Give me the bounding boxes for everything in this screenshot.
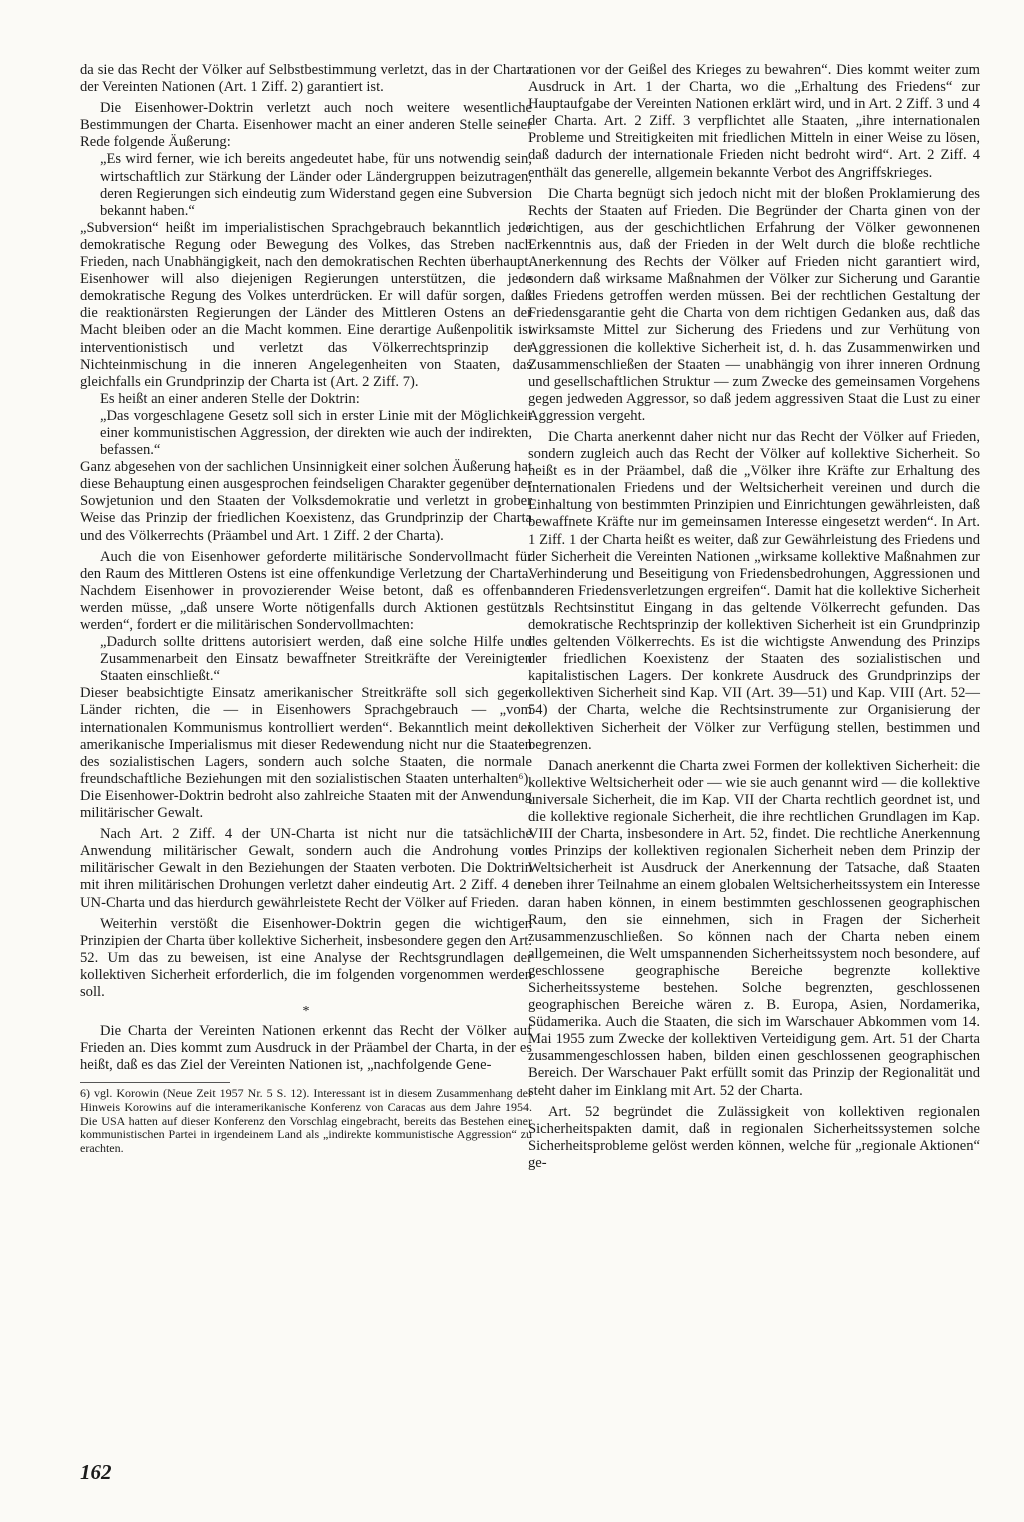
block-quote: „Dadurch sollte drittens autorisiert werden, daß eine solche Hilfe und Zusammenarbeit den Einsatz bewaffneter Streitkräfte der Vereinigten Staaten einschließt.“ <box>100 634 532 685</box>
paragraph: Es heißt an einer anderen Stelle der Doktrin: <box>100 390 360 407</box>
left-column <box>80 62 532 1155</box>
paragraph: da sie das Recht der Völker auf Selbstbestimmung verletzt, das in der Charta der Vereinten Nationen (Art. 1 Ziff. 2) garantiert ist. <box>80 62 532 96</box>
paragraph: Dieser beabsichtigte Einsatz amerikanischer Streitkräfte soll sich gegen Länder richten, die — in Eisenhowers Sprachgebrauch — „vom internationalen Kommunismus kontrolliert werden“. Bekanntlich meint der amerikanische Imperialismus mit dieser Redewendung nicht nur die Staaten des sozialistischen Lagers, sondern auch solche Staaten, die normale freundschaftliche Beziehungen mit den sozialistischen Staaten unterhalten⁶). Die Eisenhower-Doktrin bedroht also zahlreiche Staaten mit der Anwendung militärischer Gewalt. <box>80 685 532 822</box>
paragraph: Die Charta der Vereinten Nationen erkennt das Recht der Völker auf Frieden an. Dies kommt zum Ausdruck in der Präambel der Charta, in der es heißt, daß es das Ziel der Vereinten Nationen ist, „nachfolgende Gene- <box>80 1023 532 1074</box>
paragraph: rationen vor der Geißel des Krieges zu bewahren“. Dies kommt weiter zum Ausdruck in Art. 1 der Charta, wo die „Erhaltung des Friedens“ zur Hauptaufgabe der Vereinten Nationen erklärt wird, und in Art. 2 Ziff. 3 und 4 der Charta. Art. 2 Ziff. 3 verpflichtet alle Staaten, „ihre internationalen Probleme und Streitigkeiten mit friedlichen Mitteln in einer Weise zu lösen, daß dadurch der internationale Frieden nicht bedroht wird“. Art. 2 Ziff. 4 enthält das generelle, allgemein bekannte Verbot des Angriffskrieges. <box>528 62 980 181</box>
paragraph: Nach Art. 2 Ziff. 4 der UN-Charta ist nicht nur die tatsächliche Anwendung militärischer Gewalt, sondern auch die Androhung von militärischer Gewalt in den Beziehungen der Staaten verboten. Die Doktrin mit ihren militärischen Drohungen verletzt daher eindeutig Art. 2 Ziff. 4 der UN-Charta und das hierdurch gewährleistete Recht der Völker auf Frieden. <box>80 826 532 911</box>
block-quote: „Das vorgeschlagene Gesetz soll sich in erster Linie mit der Möglichkeit einer kommunistischen Aggression, der direkten wie auch der indirekten, befassen.“ <box>100 407 532 459</box>
footnote: 6) vgl. Korowin (Neue Zeit 1957 Nr. 5 S. 12). Interessant ist in diesem Zusammenhang der Hinweis Korowins auf die interamerikanische Konferenz von Caracas aus dem Jahre 1954. Die USA hatten auf dieser Konferenz den Vorschlag eingebracht, bereits das Bestehen einer kommunistischen Partei in irgendeinem Land als „indirekte kommunistische Aggression“ zu erachten. <box>80 1086 532 1155</box>
paragraph: Auch die von Eisenhower geforderte militärische Sondervollmacht für den Raum des Mittleren Ostens ist eine offenkundige Verletzung der Charta. Nachdem Eisenhower in provozierender Weise betont, daß es offenbar werden müsse, „daß unsere Worte nötigenfalls durch Aktionen gestützt werden“, fordert er die militärischen Sondervollmachten: <box>80 548 532 633</box>
section-separator: * <box>302 1004 310 1020</box>
paragraph: Die Eisenhower-Doktrin verletzt auch noch weitere wesentliche Bestimmungen der Charta. Eisenhower macht an einer anderen Stelle seiner Rede folgende Äußerung: <box>80 100 532 151</box>
paragraph: Danach anerkennt die Charta zwei Formen der kollektiven Sicherheit: die kollektive Weltsicherheit oder — wie sie auch genannt wird — die kollektive universale Sicherheit, die im Kap. VII der Charta rechtlich geordnet ist, und die kollektive regionale Sicherheit, die ihre rechtlichen Grundlagen im Kap. VIII der Charta, insbesondere in Art. 52, findet. Die rechtliche Anerkennung des Prinzips der kollektiven regionalen Sicherheit neben dem Prinzip der Weltsicherheit ist Ausdruck der Anerkennung der Tatsache, daß Staaten neben ihrer Teilnahme an einem globalen Weltsicherheitssystem ein Interesse daran haben können, in einem bestimmten geschlossenen geographischen Raum, den sie einnehmen, sich in Fragen der Sicherheit zusammenzuschließen. So können nach der Charta neben einem allgemeinen, die Welt umspannenden Sicherheitssystem noch besondere, auf geschlossene geographische Bereiche begrenzte kollektive Sicherheitssysteme bestehen. Solche begrenzten, geschlossenen geographischen Bereiche wären z. B. Europa, Asien, Nordamerika, Südamerika. Auch die Staaten, die sich im Warschauer Abkommen vom 14. Mai 1955 zum Zwecke der kollektiven Verteidigung gem. Art. 51 der Charta zusammengeschlossen haben, bilden einen geschlossenen geographischen Bereich. Der Warschauer Pakt erfüllt somit das Prinzip der Regionalität und steht daher im Einklang mit Art. 52 der Charta. <box>528 757 980 1099</box>
paragraph: Die Charta begnügt sich jedoch nicht mit der bloßen Proklamierung des Rechts der Staaten auf Frieden. Die Begründer der Charta ginen von der richtigen, aus der geschichtlichen Erfahrung der Völker gewonnenen Erkenntnis aus, daß der Frieden in der Welt durch die bloße rechtliche Anerkennung des Rechts der Völker auf Frieden nicht garantiert wird, sondern daß wirksame Maßnahmen der Völker zur Sicherung und Garantie des Friedens getroffen werden müssen. Bei der rechtlichen Gestaltung der Friedensgarantie geht die Charta von dem richtigen Gedanken aus, daß das wirksamste Mittel zur Sicherung des Friedens und zur Verhütung von Aggressionen die kollektive Sicherheit ist, d. h. das Zusammenwirken und Zusammenschließen der Staaten — unabhängig von ihrer inneren Ordnung und gesellschaftlichen Struktur — zum Zwecke des gemeinsamen Vorgehens gegen jedweden Aggressor, so daß jedem aggressiven Staat die Lust zu einer Aggression vergeht. <box>528 185 980 424</box>
right-column <box>528 62 980 1172</box>
paragraph: Die Charta anerkennt daher nicht nur das Recht der Völker auf Frieden, sondern zugleich auch das Recht der Völker auf kollektive Sicherheit. So heißt es in der Präambel, daß die „Völker ihre Kräfte zur Erhaltung des internationalen Friedens und der Weltsicherheit vereinen und durch die Einhaltung von bestimmten Prinzipien und Einrichtungen gewährleisten, daß bewaffnete Kräfte nur im gemeinsamen Interesse eingesetzt werden“. In Art. 1 Ziff. 1 der Charta heißt es weiter, daß zur Gewährleistung des Friedens und der Sicherheit die Vereinten Nationen „wirksame kollektive Maßnahmen zur Verhinderung und Beseitigung von Friedensbedrohungen, Aggressionen und anderen Friedensverletzungen ergreifen“. Damit hat die kollektive Sicherheit als Rechtsinstitut Eingang in das geltende Völkerrecht gefunden. Das demokratische Rechtsprinzip der kollektiven Sicherheit ist ein Grundprinzip des geltenden Völkerrechts. Es ist die wichtigste Anwendung des Prinzips der friedlichen Koexistenz der Staaten des sozialistischen und kapitalistischen Lagers. Der konkrete Ausdruck des Grundprinzips der kollektiven Sicherheit sind Kap. VII (Art. 39—51) und Kap. VIII (Art. 52—54) der Charta, welche die Rechtsinstrumente zur Organisierung der kollektiven Sicherheit der Völker zur Verfügung stellen, bestimmen und begrenzen. <box>528 428 980 753</box>
page-number: 162 <box>80 1460 112 1484</box>
block-quote: „Es wird ferner, wie ich bereits angedeutet habe, für uns notwendig sein, wirtschaftlich zur Stärkung der Länder oder Ländergruppen beizutragen, deren Regierungen sich eindeutig zum Widerstand gegen eine Subversion bekannt haben.“ <box>100 151 532 219</box>
paragraph: Art. 52 begründet die Zulässigkeit von kollektiven regionalen Sicherheitspakten damit, daß in regionalen Sicherheitssystemen solche Sicherheitsprobleme gelöst werden können, welche für „regionale Aktionen“ ge- <box>528 1103 980 1171</box>
paragraph: „Subversion“ heißt im imperialistischen Sprachgebrauch bekanntlich jede demokratische Regung oder Bewegung des Volkes, das Streben nach Frieden, nach Unabhängigkeit, nach den demokratischen Rechten überhaupt. Eisenhower will also diejenigen Regierungen unterstützen, die jede demokratische Regung des Volkes unterdrücken. Er will dafür sorgen, daß die reaktionärsten Regierungen der Länder des Mittleren Ostens an der Macht bleiben oder an die Macht kommen. Eine derartige Außenpolitik ist interventionistisch und verletzt das Völkerrechtsprinzip der Nichteinmischung in die inneren Angelegenheiten von Staaten, das gleichfalls ein Grundprinzip der Charta ist (Art. 2 Ziff. 7). <box>80 219 532 390</box>
paragraph: Ganz abgesehen von der sachlichen Unsinnigkeit einer solchen Äußerung hat diese Behauptung einen ausgesprochen feindseligen Charakter gegenüber der Sowjetunion und den Staaten der Volksdemokratie und verletzt in grober Weise das Prinzip der friedlichen Koexistenz, das Grundprinzip der Charta und des Völkerrechts (Präambel und Art. 1 Ziff. 2 der Charta). <box>80 459 532 544</box>
paragraph: Weiterhin verstößt die Eisenhower-Doktrin gegen die wichtigen Prinzipien der Charta über kollektive Sicherheit, insbesondere gegen den Art. 52. Um das zu beweisen, ist eine Analyse der Rechtsgrundlagen der kollektiven Sicherheit erforderlich, die im folgenden vorgenommen werden soll. <box>80 915 532 1000</box>
